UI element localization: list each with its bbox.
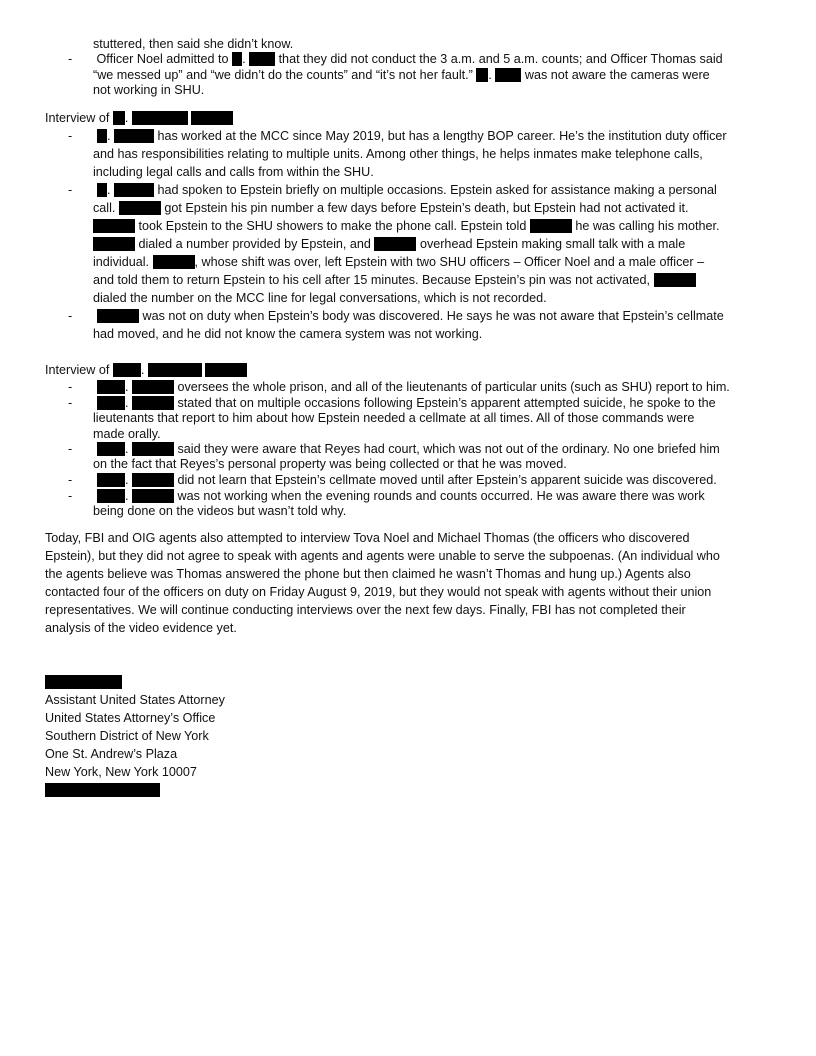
paragraph-line: the agents believe was Thomas answered the phone but then claimed he wasn’t Thomas and hung up.) Agents also <box>45 567 691 581</box>
bullet-dash: - <box>68 52 73 66</box>
text-line: made orally. <box>93 427 161 441</box>
redaction <box>495 68 521 82</box>
text-line: . said they were aware that Reyes had court, which was not out of the ordinary. No one briefed him <box>97 440 720 458</box>
bullet-dash: - <box>68 309 73 323</box>
redaction <box>132 396 174 410</box>
redaction <box>113 363 141 377</box>
text-line: took Epstein to the SHU showers to make the phone call. Epstein told he was calling his mother. <box>93 217 720 235</box>
paragraph-line: analysis of the video evidence yet. <box>45 621 237 635</box>
redaction <box>45 675 122 689</box>
redaction <box>132 442 174 456</box>
redaction <box>93 237 135 251</box>
paragraph-line: contacted four of the officers on duty on Friday August 9, 2019, but they would not speak with agents without their union <box>45 585 712 599</box>
redaction <box>476 68 488 82</box>
redaction <box>374 237 416 251</box>
signature-city: New York, New York 10007 <box>45 765 197 779</box>
redaction <box>97 129 107 143</box>
text-line: dialed the number on the MCC line for legal conversations, which is not recorded. <box>93 291 547 305</box>
redaction <box>45 783 160 797</box>
redaction <box>530 219 572 233</box>
paragraph-line: Today, FBI and OIG agents also attempted to interview Tova Noel and Michael Thomas (the officers who discovered <box>45 531 690 545</box>
signature-title: Assistant United States Attorney <box>45 693 225 707</box>
paragraph-line: Epstein), but they did not agree to speak with agents and agents were unable to serve the subpoenas. (An individual who <box>45 549 720 563</box>
redaction <box>97 396 125 410</box>
text-line: . did not learn that Epstein’s cellmate moved until after Epstein’s apparent suicide was discovered. <box>97 471 717 489</box>
text-line: and told them to return Epstein to his cell after 15 minutes. Because Epstein’s pin was not activated, <box>93 271 696 289</box>
redaction <box>97 380 125 394</box>
redaction <box>132 489 174 503</box>
text-line: “we messed up” and “we didn’t do the counts” and “it’s not her fault.” . was not aware the cameras were <box>93 68 710 82</box>
text-line: . has worked at the MCC since May 2019, but has a lengthy BOP career. He’s the institution duty officer <box>97 127 727 145</box>
text-line: call. got Epstein his pin number a few days before Epstein’s death, but Epstein had not activated it. <box>93 201 689 215</box>
redaction <box>132 380 174 394</box>
text-line: including legal calls and calls from within the SHU. <box>93 165 374 179</box>
redaction <box>114 183 154 197</box>
bullet-dash: - <box>68 380 73 394</box>
redaction <box>119 201 161 215</box>
text-line: . had spoken to Epstein briefly on multiple occasions. Epstein asked for assistance making a personal <box>97 181 717 199</box>
text-line: dialed a number provided by Epstein, and overhead Epstein making small talk with a male <box>93 235 685 253</box>
redaction <box>132 473 174 487</box>
text-line: lieutenants that report to him about how Epstein needed a cellmate at all times. All of those commands were <box>93 411 695 425</box>
bullet-dash: - <box>68 129 73 143</box>
text-line: being done on the videos but wasn’t told why. <box>93 504 347 518</box>
text-line: was not on duty when Epstein’s body was discovered. He says he was not aware that Epstein’s cellmate <box>97 307 724 325</box>
bullet-dash: - <box>68 489 73 503</box>
redaction <box>113 111 125 125</box>
redaction <box>191 111 233 125</box>
text-line: had moved, and he did not know the camera system was not working. <box>93 327 483 341</box>
redaction <box>205 363 247 377</box>
bullet-dash: - <box>68 442 73 456</box>
text-line: . was not working when the evening rounds and counts occurred. He was aware there was work <box>97 487 705 505</box>
bullet-dash: - <box>68 473 73 487</box>
redaction <box>654 273 696 287</box>
redaction <box>97 473 125 487</box>
signature-address: One St. Andrew’s Plaza <box>45 747 178 761</box>
text-line: Officer Noel admitted to . that they did not conduct the 3 a.m. and 5 a.m. counts; and Officer Thomas said <box>96 52 723 66</box>
redaction <box>97 309 139 323</box>
text-line: not working in SHU. <box>93 83 205 97</box>
signature-contact-redaction <box>45 781 160 799</box>
text-line: stuttered, then said she didn’t know. <box>93 37 294 51</box>
text-line: on the fact that Reyes’s personal property was being collected or that he was moved. <box>93 457 567 471</box>
text-line: and has responsibilities relating to multiple units. Among other things, he helps inmates make telephone calls, <box>93 147 703 161</box>
text-line: individual. , whose shift was over, left Epstein with two SHU officers – Officer Noel and a male officer – <box>93 255 705 269</box>
paragraph-line: representatives. We will continue conducting interviews over the next few days. Finally, FBI has not completed their <box>45 603 686 617</box>
text-line: . oversees the whole prison, and all of the lieutenants of particular units (such as SHU) report to him. <box>97 378 730 396</box>
signature-office: United States Attorney’s Office <box>45 711 216 725</box>
bullet-dash: - <box>68 183 73 197</box>
redaction <box>132 111 188 125</box>
redaction <box>97 183 107 197</box>
bullet-dash: - <box>68 396 73 410</box>
section-heading: Interview of . <box>45 361 247 379</box>
redaction <box>153 255 195 269</box>
redaction <box>232 52 242 66</box>
signature-name-redaction <box>45 673 122 691</box>
redaction <box>114 129 154 143</box>
redaction <box>97 489 125 503</box>
redaction <box>93 219 135 233</box>
redaction <box>148 363 202 377</box>
signature-district: Southern District of New York <box>45 729 209 743</box>
redaction <box>97 442 125 456</box>
section-heading: Interview of . <box>45 109 233 127</box>
text-line: . stated that on multiple occasions following Epstein’s apparent attempted suicide, he spoke to the <box>97 394 716 412</box>
redaction <box>249 52 275 66</box>
